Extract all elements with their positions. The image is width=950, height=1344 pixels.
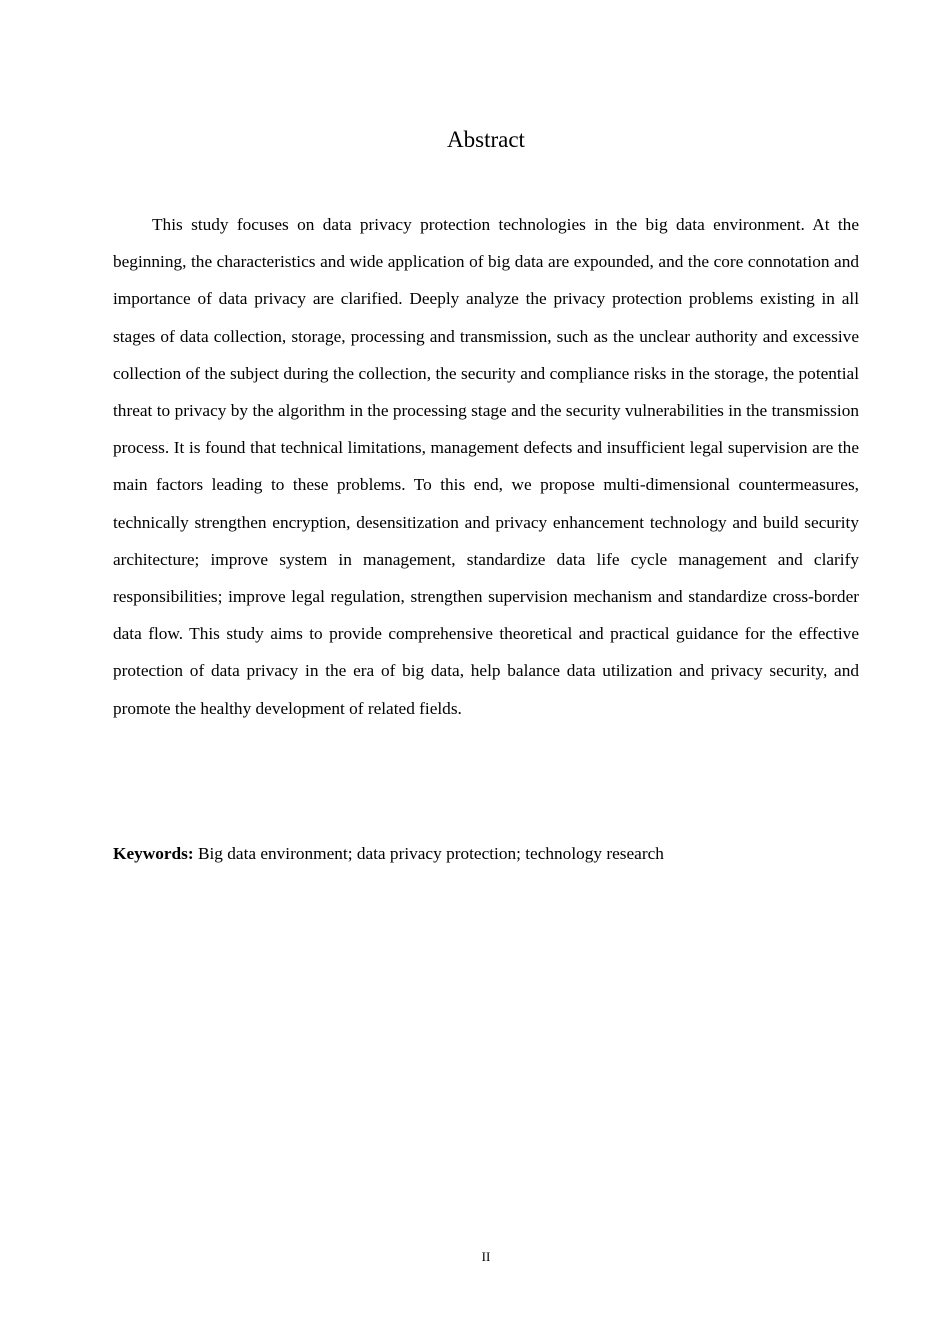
page-number: II	[481, 1249, 491, 1264]
keywords-line	[113, 838, 859, 870]
keywords-label: Keywords:	[113, 844, 194, 863]
abstract-paragraph: This study focuses on data privacy protection technologies in the big data environment. At the beginning, the characteristics and wide application of big data are expounded, and the core connotation and importance of data privacy are clarified. Deeply analyze the privacy protection problems existing in all stages of data collection, storage, processing and transmission, such as the unclear authority and excessive collection of the subject during the collection, the security and compliance risks in the storage, the potential threat to privacy by the algorithm in the processing stage and the security vulnerabilities in the transmission process. It is found that technical limitations, management defects and insufficient legal supervision are the main factors leading to these problems. To this end, we propose multi-dimensional countermeasures, technically strengthen encryption, desensitization and privacy enhancement technology and build security architecture; improve system in management, standardize data life cycle management and clarify responsibilities; improve legal regulation, strengthen supervision mechanism and standardize cross-border data flow. This study aims to provide comprehensive theoretical and practical guidance for the effective protection of data privacy in the era of big data, help balance data utilization and privacy security, and promote the healthy development of related fields.	[113, 215, 859, 718]
page-title: Abstract	[447, 127, 525, 152]
keywords-text: Big data environment; data privacy protection; technology research	[197, 844, 664, 863]
